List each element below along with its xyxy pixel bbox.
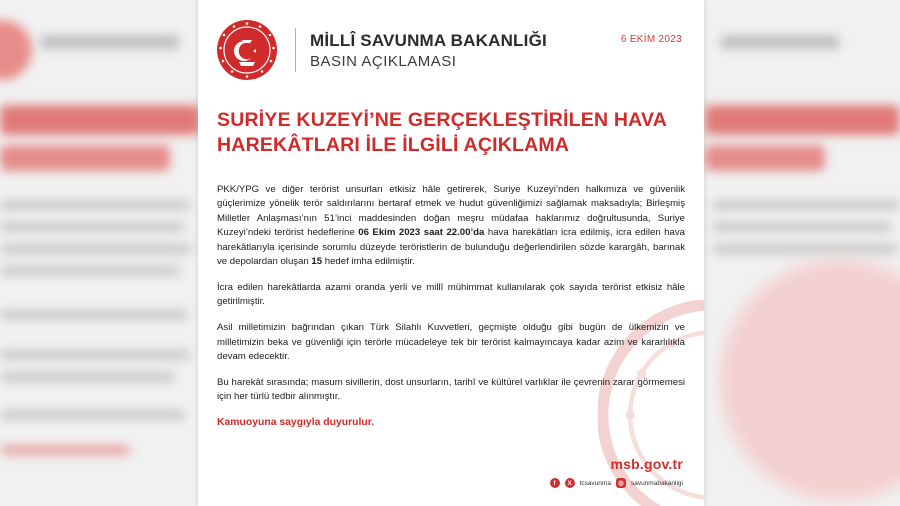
social-handle-savunmabakanligi[interactable]: savunmabakanligi — [630, 479, 683, 487]
blurred-title-left-2 — [0, 145, 170, 171]
press-release-card — [198, 0, 704, 506]
release-date: 6 EKİM 2023 — [620, 34, 682, 45]
blurred-text-line — [0, 445, 130, 455]
blurred-title-left-1 — [0, 105, 200, 135]
social-links — [550, 478, 683, 488]
paragraph-1-part-a: PKK/YPG ve diğer terörist unsurları etkisiz hâle getirerek, Suriye Kuzeyi’nden halkımıza ve güvenlik güçlerimize yönelik terör saldırılarını bertaraf etmek ve hudut güvenliğimizi sağlamak maksadıyla; Birleşmiş Milletler Anlaşması’nın 51’inci maddesinden doğan meşru müdafaa haklarımız doğrultusunda, Suriye Kuzeyi’ndeki terörist hedeflerine — [217, 184, 685, 239]
closing-line: Kamuoyuna saygıyla duyurulur. — [217, 417, 375, 429]
blurred-text-line — [712, 244, 898, 254]
blurred-header-left — [40, 35, 180, 49]
statement-body — [217, 183, 685, 442]
blurred-text-line — [0, 410, 185, 420]
target-count: 15 — [311, 256, 323, 268]
paragraph-1 — [217, 183, 685, 269]
social-handle-tcsavunma[interactable]: tcsavunma — [579, 479, 611, 487]
page-title: SURİYE KUZEYİ’NE GERÇEKLEŞTİRİLEN HAVA HAREKÂTLARI İLE İLGİLİ AÇIKLAMA — [217, 109, 667, 156]
blurred-seal-right — [720, 260, 900, 500]
x-twitter-icon[interactable]: X — [565, 478, 575, 488]
blurred-text-line — [712, 200, 900, 210]
document-type: BASIN AÇIKLAMASI — [310, 53, 457, 70]
ministry-emblem-icon — [215, 18, 279, 82]
blurred-text-line — [0, 350, 190, 360]
blurred-text-line — [0, 310, 188, 320]
operation-datetime: 06 Ekim 2023 saat 22.00’da — [358, 227, 485, 239]
blurred-text-line — [0, 200, 190, 210]
header-divider — [295, 28, 296, 72]
blurred-logo-left — [0, 20, 32, 80]
blurred-text-line — [0, 222, 185, 232]
facebook-icon[interactable]: f — [550, 478, 560, 488]
blurred-text-line — [0, 372, 175, 382]
paragraph-2: İcra edilen harekâtlarda azami oranda yerli ve millî mühimmat kullanılarak çok sayıda terörist etkisiz hâle getirilmiştir. — [217, 281, 685, 308]
blurred-text-line — [0, 266, 180, 276]
ministry-name: MİLLÎ SAVUNMA BAKANLIĞI — [310, 31, 547, 50]
blurred-title-right-1 — [705, 105, 900, 135]
paragraph-3: Asil milletimizin bağrından çıkan Türk Silahlı Kuvvetleri, geçmişte olduğu gibi bugün de ülkemizin ve milletimizin beka ve güvenliği için terörle mücadeleye tek bir terörist kalmayıncaya kadar azim ve kararlılıkla devam edecektir. — [217, 322, 685, 363]
paragraph-4: Bu harekât sırasında; masum sivillerin, dost unsurların, tarihî ve kültürel varlıklar ile çevrenin zarar görmemesi için her türlü tedbir alınmıştır. — [217, 376, 685, 403]
blurred-header-right — [720, 35, 840, 49]
blurred-text-line — [712, 222, 892, 232]
website-link[interactable]: msb.gov.tr — [610, 456, 683, 472]
blurred-text-line — [0, 244, 192, 254]
instagram-icon[interactable]: ◎ — [616, 478, 626, 488]
paragraph-1-part-b: hava harekâtları icra edilmiş, icra edilen hava harekâtlarıyla içerisinde sorumlu düzeyde teröristlerin de bulunduğu değerlendirilen sözde karargâh, barınak ve depolardan oluşan — [217, 227, 685, 268]
paragraph-1-part-c: hedef imha edilmiştir. — [322, 256, 415, 268]
blurred-title-right-2 — [705, 145, 825, 171]
